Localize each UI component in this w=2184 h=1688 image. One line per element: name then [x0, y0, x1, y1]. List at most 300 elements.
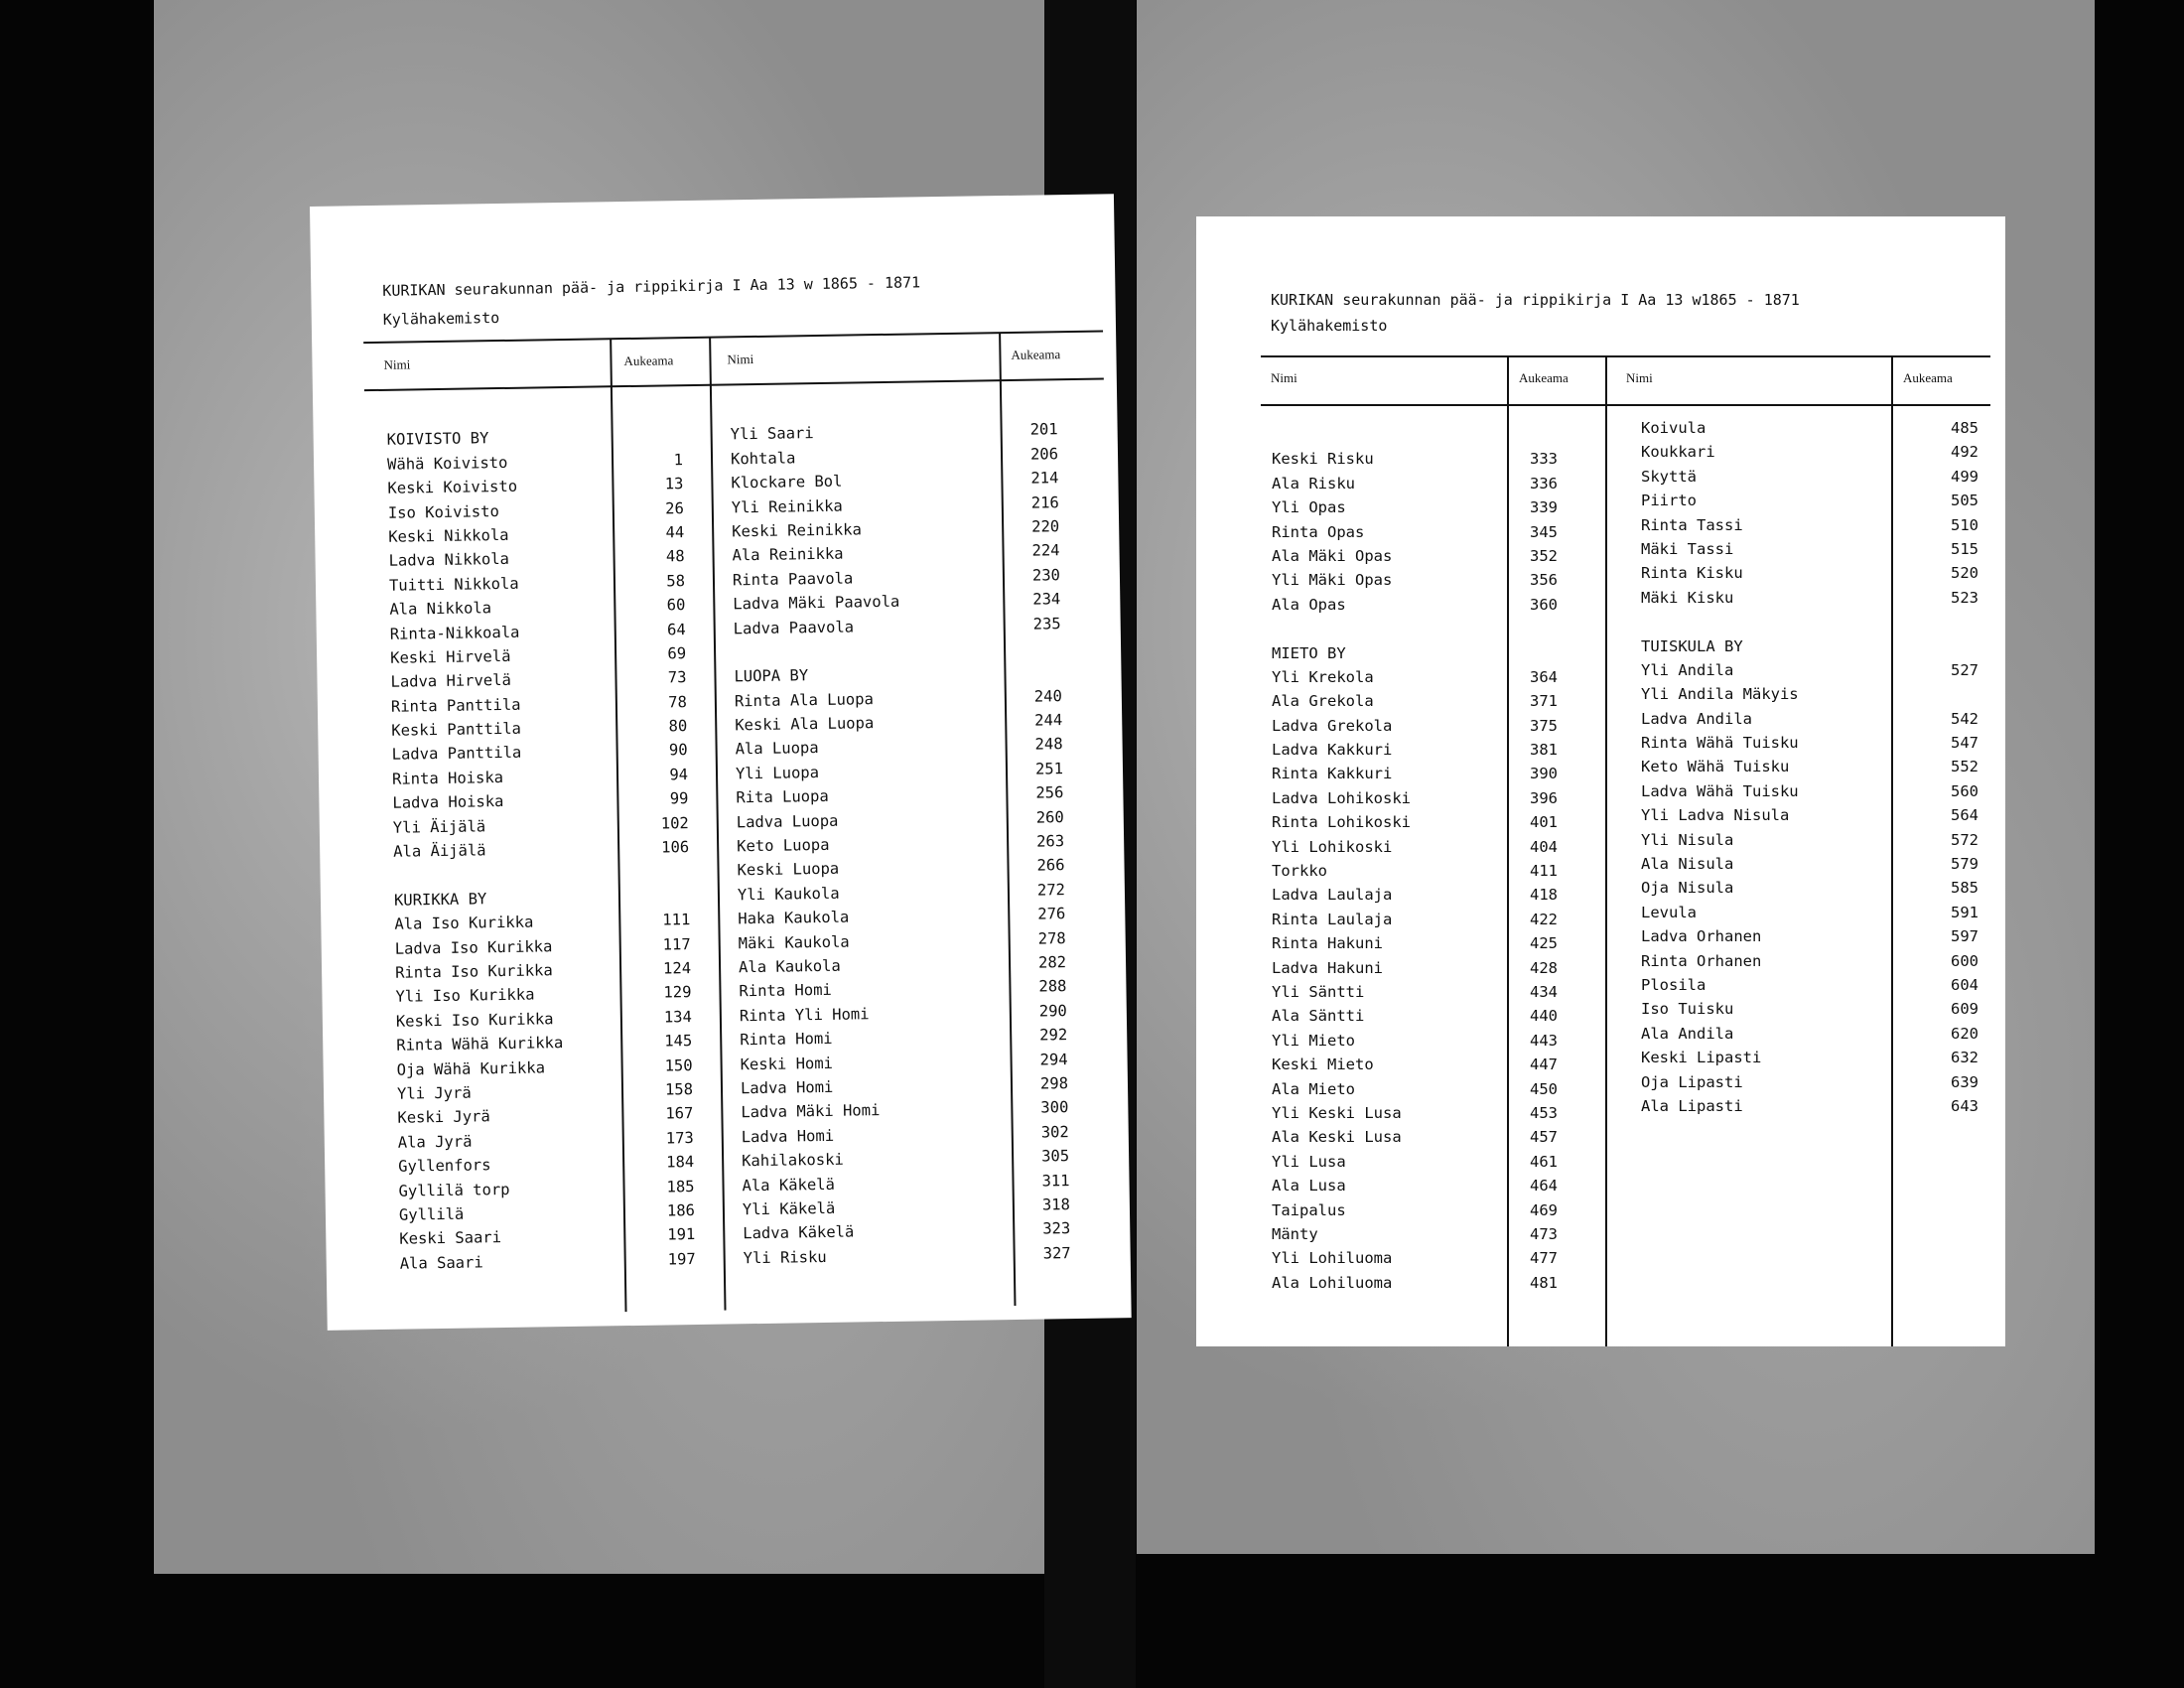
- index-entry: [1641, 949, 1983, 973]
- index-entry: [1641, 924, 1983, 948]
- entry-page-number: 609: [1951, 1000, 1979, 1019]
- entry-page-number: 418: [1530, 886, 1558, 905]
- entry-page-number: 69: [667, 644, 687, 663]
- index-entry: [1641, 513, 1983, 537]
- entry-name: Ala Säntti: [1272, 1007, 1365, 1026]
- index-entry: [1641, 1094, 1983, 1118]
- index-entry: [1272, 738, 1589, 762]
- entry-name: Yli Saari: [730, 424, 814, 444]
- entry-name: Ala Jyrä: [397, 1132, 473, 1152]
- entry-name: Ladva Panttila: [391, 744, 522, 765]
- index-entry: [1272, 810, 1589, 834]
- entry-page-number: 520: [1951, 564, 1979, 583]
- entry-page-number: 600: [1951, 951, 1979, 970]
- entry-page-number: 542: [1951, 709, 1979, 728]
- entry-page-number: 323: [1042, 1219, 1071, 1238]
- index-column-1: [1272, 423, 1589, 1295]
- entry-page-number: 333: [1530, 450, 1558, 469]
- entry-page-number: 356: [1530, 571, 1558, 590]
- entry-name: Taipalus: [1272, 1200, 1346, 1219]
- entry-name: Keski Mieto: [1272, 1055, 1374, 1074]
- header-rule-bottom: [364, 377, 1104, 391]
- entry-page-number: 375: [1530, 716, 1558, 735]
- index-entry: [1641, 586, 1983, 610]
- entry-page-number: 428: [1530, 958, 1558, 977]
- entry-page-number: 214: [1030, 469, 1059, 488]
- index-entry: [1272, 980, 1589, 1004]
- entry-name: Yli Andila Mäkyis: [1641, 685, 1799, 704]
- entry-name: Ladva Laulaja: [1272, 886, 1393, 905]
- entry-name: Ala Keski Lusa: [1272, 1128, 1402, 1147]
- index-entry: [1272, 931, 1589, 955]
- index-entry: [1641, 440, 1983, 464]
- entry-name: Mäki Kaukola: [738, 932, 850, 952]
- entry-page-number: 60: [666, 596, 686, 615]
- index-entry: [1641, 658, 1983, 682]
- entry-page-number: 371: [1530, 692, 1558, 711]
- entry-page-number: 401: [1530, 813, 1558, 832]
- entry-name: Keski Homi: [740, 1054, 834, 1073]
- entry-page-number: 345: [1530, 522, 1558, 541]
- entry-page-number: 1: [673, 450, 684, 470]
- entry-name: Gyllilä: [398, 1204, 465, 1224]
- entry-name: Rinta Homi: [740, 1029, 833, 1050]
- entry-name: KURIKKA BY: [393, 890, 487, 910]
- entry-page-number: 339: [1530, 498, 1558, 517]
- entry-name: Yli Iso Kurikka: [395, 985, 535, 1007]
- entry-page-number: 336: [1530, 474, 1558, 492]
- index-entry: [1641, 997, 1983, 1021]
- index-entry: [1641, 489, 1983, 512]
- entry-name: Yli Reinikka: [731, 496, 843, 516]
- index-entry: [1641, 901, 1983, 924]
- entry-name: Keto Luopa: [737, 835, 830, 856]
- entry-name: Rinta Kakkuri: [1272, 765, 1393, 783]
- entry-name: Ladva Luopa: [736, 811, 839, 831]
- entry-name: Ladva Orhanen: [1641, 927, 1762, 946]
- entry-page-number: 620: [1951, 1024, 1979, 1043]
- entry-page-number: 469: [1530, 1200, 1558, 1219]
- entry-page-number: 78: [668, 692, 688, 712]
- entry-name: Mänty: [1272, 1224, 1318, 1243]
- index-entry: [1641, 707, 1983, 731]
- entry-page-number: 206: [1029, 444, 1059, 464]
- entry-name: Keski Risku: [1272, 450, 1374, 469]
- entry-page-number: 440: [1530, 1007, 1558, 1026]
- entry-page-number: 167: [665, 1104, 694, 1123]
- entry-name: Plosila: [1641, 975, 1706, 994]
- entry-page-number: 224: [1031, 541, 1060, 560]
- index-entry: [1641, 1070, 1983, 1094]
- entry-name: Rinta Paavola: [732, 569, 854, 590]
- entry-name: LUOPA BY: [734, 666, 809, 686]
- entry-page-number: 240: [1033, 686, 1062, 706]
- index-entry: [1272, 665, 1589, 689]
- index-entry: [1272, 1198, 1589, 1222]
- entry-name: Yli Andila: [1641, 660, 1734, 679]
- column-header-name-2: Nimi: [1626, 370, 1653, 385]
- entry-name: Rinta Opas: [1272, 522, 1365, 541]
- entry-page-number: 272: [1036, 880, 1066, 900]
- entry-name: Keski Lipasti: [1641, 1049, 1762, 1067]
- index-entry: [1272, 908, 1589, 931]
- entry-name: Rinta-Nikkoala: [389, 623, 520, 643]
- entry-name: Rinta Ala Luopa: [734, 689, 874, 711]
- entry-page-number: 473: [1530, 1224, 1558, 1243]
- index-entry: [1272, 1150, 1589, 1174]
- index-entry: [1272, 1174, 1589, 1197]
- entry-page-number: 294: [1039, 1050, 1068, 1069]
- entry-page-number: 288: [1038, 977, 1067, 996]
- entry-name: Ladva Hoiska: [392, 792, 504, 813]
- entry-name: Yli Keski Lusa: [1272, 1103, 1402, 1122]
- column-header-name-2: Nimi: [727, 351, 754, 367]
- index-entry: [1272, 762, 1589, 785]
- entry-page-number: 64: [666, 620, 686, 638]
- index-entry: [400, 1246, 718, 1275]
- entry-page-number: 290: [1038, 1001, 1067, 1021]
- entry-page-number: 492: [1951, 443, 1979, 462]
- entry-page-number: 443: [1530, 1031, 1558, 1050]
- entry-name: Ladva Hirvelä: [390, 671, 511, 692]
- entry-page-number: 117: [662, 934, 691, 954]
- entry-page-number: 216: [1030, 492, 1059, 512]
- entry-name: Keski Jyrä: [397, 1107, 490, 1128]
- entry-page-number: 44: [665, 523, 685, 542]
- entry-page-number: 158: [664, 1079, 694, 1099]
- entry-page-number: 523: [1951, 588, 1979, 607]
- entry-page-number: 457: [1530, 1128, 1558, 1147]
- entry-page-number: 604: [1951, 975, 1979, 994]
- entry-name: Yli Opas: [1272, 498, 1346, 517]
- entry-name: Levula: [1641, 903, 1697, 921]
- entry-name: Ladva Wähä Tuisku: [1641, 781, 1799, 800]
- entry-page-number: 230: [1031, 565, 1061, 585]
- index-entry: [1641, 610, 1983, 633]
- entry-page-number: 282: [1037, 953, 1067, 972]
- index-entry: [1272, 593, 1589, 617]
- entry-page-number: 643: [1951, 1096, 1979, 1115]
- entry-name: Iso Koivisto: [387, 501, 499, 522]
- index-entry: [1272, 1271, 1589, 1295]
- entry-name: Ala Luopa: [735, 739, 819, 759]
- entry-page-number: 396: [1530, 788, 1558, 807]
- index-sheet-right: [1196, 216, 2005, 1346]
- entry-page-number: 94: [669, 765, 689, 784]
- entry-name: Rinta Laulaja: [1272, 910, 1393, 928]
- entry-name: Yli Lohikoski: [1272, 837, 1393, 856]
- entry-page-number: 552: [1951, 758, 1979, 776]
- entry-page-number: 422: [1530, 910, 1558, 928]
- sheet-subtitle: Kylähakemisto: [382, 309, 500, 329]
- entry-name: Torkko: [1272, 862, 1327, 881]
- entry-page-number: 48: [665, 547, 685, 566]
- entry-name: Yli Säntti: [1272, 982, 1365, 1001]
- entry-name: Keski Panttila: [391, 719, 522, 740]
- entry-name: Keski Iso Kurikka: [395, 1010, 554, 1031]
- index-entry: [1272, 472, 1589, 495]
- entry-name: Klockare Bol: [731, 472, 843, 492]
- index-entry: [743, 1241, 1080, 1271]
- entry-page-number: 184: [666, 1153, 695, 1172]
- entry-page-number: 390: [1530, 765, 1558, 783]
- sheet-title: KURIKAN seurakunnan pää- ja rippikirja I Aa 13 w1865 - 1871: [1271, 291, 1800, 309]
- index-entry: [1272, 1004, 1589, 1028]
- entry-page-number: 450: [1530, 1079, 1558, 1098]
- entry-page-number: 579: [1951, 855, 1979, 874]
- entry-page-number: 99: [669, 789, 689, 808]
- column-divider: [1605, 356, 1607, 1346]
- entry-name: MIETO BY: [1272, 643, 1346, 662]
- entry-page-number: 585: [1951, 879, 1979, 898]
- entry-page-number: 298: [1039, 1074, 1069, 1093]
- entry-name: KOIVISTO BY: [386, 429, 489, 450]
- entry-page-number: 364: [1530, 667, 1558, 686]
- entry-page-number: 13: [664, 475, 684, 493]
- entry-name: Ala Mieto: [1272, 1079, 1355, 1098]
- entry-name: Haka Kaukola: [738, 908, 850, 928]
- entry-page-number: 248: [1034, 735, 1063, 755]
- entry-name: Iso Tuisku: [1641, 1000, 1734, 1019]
- entry-name: Ladva Homi: [740, 1077, 834, 1098]
- index-entry: [1641, 828, 1983, 852]
- entry-page-number: 560: [1951, 781, 1979, 800]
- entry-name: Keto Wähä Tuisku: [1641, 758, 1790, 776]
- entry-page-number: 292: [1039, 1026, 1068, 1045]
- entry-name: Rinta Wähä Kurikka: [396, 1034, 564, 1055]
- entry-name: TUISKULA BY: [1641, 636, 1743, 655]
- entry-name: Ladva Käkelä: [743, 1222, 855, 1243]
- index-entry: [1641, 561, 1983, 585]
- entry-name: Ladva Grekola: [1272, 716, 1393, 735]
- entry-page-number: 186: [666, 1200, 696, 1220]
- entry-page-number: 453: [1530, 1103, 1558, 1122]
- sheet-subtitle: Kylähakemisto: [1271, 317, 1388, 335]
- index-entry: [1272, 1125, 1589, 1149]
- entry-name: Ala Reinikka: [732, 544, 844, 565]
- entry-name: Yli Jyrä: [396, 1083, 472, 1103]
- entry-page-number: 244: [1034, 711, 1063, 730]
- index-entry: [1641, 779, 1983, 803]
- entry-page-number: 572: [1951, 830, 1979, 849]
- entry-page-number: 411: [1530, 862, 1558, 881]
- entry-page-number: 124: [662, 959, 692, 978]
- entry-name: Ladva Iso Kurikka: [394, 936, 553, 958]
- entry-page-number: 505: [1951, 492, 1979, 510]
- entry-name: Rinta Homi: [739, 981, 832, 1001]
- entry-page-number: 527: [1951, 660, 1979, 679]
- index-column-2: [1641, 416, 1983, 1118]
- entry-name: Yli Mieto: [1272, 1031, 1355, 1050]
- index-entry: [1272, 1029, 1589, 1053]
- index-entry: [1272, 520, 1589, 544]
- entry-page-number: 464: [1530, 1177, 1558, 1196]
- index-entry: [1272, 617, 1589, 640]
- entry-name: Rinta Orhanen: [1641, 951, 1762, 970]
- entry-name: Kahilakoski: [742, 1150, 844, 1171]
- entry-name: Mäki Kisku: [1641, 588, 1734, 607]
- entry-page-number: 360: [1530, 595, 1558, 614]
- entry-page-number: 434: [1530, 982, 1558, 1001]
- column-header-name-1: Nimi: [1271, 370, 1297, 385]
- entry-page-number: 481: [1530, 1273, 1558, 1292]
- entry-page-number: 58: [666, 571, 686, 591]
- entry-page-number: 318: [1041, 1195, 1071, 1214]
- entry-name: Ala Lohiluoma: [1272, 1273, 1393, 1292]
- index-entry: [1272, 1077, 1589, 1101]
- entry-page-number: 639: [1951, 1072, 1979, 1091]
- entry-name: Yli Kaukola: [737, 884, 840, 905]
- entry-name: Rinta Hoiska: [391, 768, 504, 788]
- index-entry: [1641, 682, 1983, 706]
- entry-name: Yli Äijälä: [392, 816, 486, 837]
- entry-name: Ala Nikkola: [389, 599, 492, 619]
- entry-page-number: 234: [1032, 590, 1061, 609]
- village-heading: [1272, 641, 1589, 665]
- entry-page-number: 150: [664, 1055, 693, 1075]
- entry-name: Kohtala: [730, 449, 796, 469]
- entry-name: Ladva Nikkola: [388, 550, 510, 571]
- entry-name: Ala Käkelä: [742, 1175, 835, 1195]
- index-entry: [1272, 689, 1589, 713]
- entry-name: Keski Reinikka: [732, 520, 862, 541]
- column-header-name-1: Nimi: [383, 356, 411, 372]
- entry-name: Yli Lusa: [1272, 1152, 1346, 1171]
- entry-name: Rita Luopa: [736, 787, 829, 807]
- entry-page-number: 499: [1951, 467, 1979, 486]
- entry-page-number: 251: [1034, 760, 1064, 778]
- index-entry: [1641, 465, 1983, 489]
- entry-name: Rinta Panttila: [390, 695, 521, 716]
- entry-page-number: 311: [1041, 1171, 1070, 1191]
- entry-name: Ala Lipasti: [1641, 1096, 1743, 1115]
- entry-page-number: 447: [1530, 1055, 1558, 1074]
- entry-name: Yli Krekola: [1272, 667, 1374, 686]
- index-entry: [1641, 876, 1983, 900]
- index-entry: [1272, 883, 1589, 907]
- entry-name: Tuitti Nikkola: [388, 574, 519, 595]
- entry-page-number: 352: [1530, 546, 1558, 565]
- entry-page-number: 477: [1530, 1249, 1558, 1268]
- entry-name: Ala Iso Kurikka: [394, 913, 534, 933]
- index-entry: [1272, 447, 1589, 471]
- entry-page-number: 564: [1951, 806, 1979, 825]
- entry-page-number: 106: [661, 838, 690, 857]
- index-entry: [1272, 1222, 1589, 1246]
- header-rule-bottom: [1261, 404, 1990, 406]
- entry-name: Keski Saari: [399, 1228, 502, 1248]
- entry-page-number: 278: [1037, 928, 1066, 948]
- entry-page-number: 220: [1031, 517, 1060, 536]
- column-header-page-1: Aukeama: [1519, 370, 1569, 385]
- entry-page-number: 263: [1035, 832, 1065, 851]
- entry-name: Oja Lipasti: [1641, 1072, 1743, 1091]
- entry-page-number: 425: [1530, 934, 1558, 953]
- index-entry: [1272, 568, 1589, 592]
- index-entry: [1641, 537, 1983, 561]
- index-entry: [1272, 786, 1589, 810]
- entry-page-number: 276: [1037, 905, 1066, 923]
- entry-page-number: 197: [667, 1249, 696, 1269]
- entry-name: Ala Andila: [1641, 1024, 1734, 1043]
- entry-name: Keski Nikkola: [388, 525, 509, 546]
- entry-name: Keski Ala Luopa: [735, 714, 875, 735]
- entry-page-number: 235: [1032, 614, 1061, 633]
- entry-name: Ladva Paavola: [733, 617, 855, 637]
- index-sheet-left: [310, 194, 1132, 1331]
- entry-name: Yli Luopa: [735, 763, 820, 783]
- entry-page-number: 591: [1951, 903, 1979, 921]
- index-entry: [1272, 544, 1589, 568]
- entry-name: Rinta Tassi: [1641, 515, 1743, 534]
- index-column-2: [730, 393, 1081, 1270]
- index-entry: [1641, 852, 1983, 876]
- entry-page-number: 256: [1035, 783, 1064, 802]
- entry-name: Rinta Iso Kurikka: [394, 961, 553, 982]
- index-entry: [1272, 423, 1589, 447]
- entry-page-number: 134: [663, 1007, 693, 1027]
- entry-name: Koukkari: [1641, 443, 1715, 462]
- entry-name: Skyttä: [1641, 467, 1697, 486]
- entry-name: Rinta Hakuni: [1272, 934, 1383, 953]
- entry-page-number: 485: [1951, 419, 1979, 437]
- entry-name: Rinta Lohikoski: [1272, 813, 1411, 832]
- index-entry: [1272, 1246, 1589, 1270]
- entry-page-number: 305: [1040, 1147, 1070, 1166]
- entry-name: Rinta Wähä Tuisku: [1641, 734, 1799, 753]
- entry-page-number: 266: [1036, 856, 1065, 875]
- entry-name: Gyllenfors: [398, 1156, 491, 1176]
- entry-name: Yli Nisula: [1641, 830, 1734, 849]
- entry-name: Ala Opas: [1272, 595, 1346, 614]
- entry-page-number: 547: [1951, 734, 1979, 753]
- entry-name: Yli Lohiluoma: [1272, 1249, 1393, 1268]
- entry-name: Ala Äijälä: [393, 841, 486, 861]
- entry-page-number: 80: [668, 717, 688, 736]
- index-entry: [1272, 1053, 1589, 1076]
- entry-page-number: 632: [1951, 1049, 1979, 1067]
- entry-name: Rinta Kisku: [1641, 564, 1743, 583]
- entry-name: Yli Mäki Opas: [1272, 571, 1393, 590]
- entry-name: Ala Mäki Opas: [1272, 546, 1393, 565]
- index-entry: [1641, 1046, 1983, 1069]
- column-header-page-2: Aukeama: [1011, 347, 1061, 362]
- entry-name: Ladva Mäki Paavola: [733, 592, 900, 614]
- entry-name: Oja Wähä Kurikka: [396, 1057, 546, 1079]
- entry-page-number: 173: [665, 1128, 694, 1148]
- entry-page-number: 515: [1951, 539, 1979, 558]
- entry-page-number: 26: [665, 498, 684, 517]
- entry-page-number: 461: [1530, 1152, 1558, 1171]
- entry-name: Yli Ladva Nisula: [1641, 806, 1790, 825]
- entry-name: Yli Risku: [743, 1247, 827, 1267]
- entry-page-number: 111: [662, 911, 691, 929]
- entry-name: Ala Nisula: [1641, 855, 1734, 874]
- entry-name: Gyllilä torp: [398, 1180, 510, 1200]
- entry-page-number: 597: [1951, 927, 1979, 946]
- index-entry: [1272, 495, 1589, 519]
- index-entry: [1272, 1101, 1589, 1125]
- index-entry: [1641, 755, 1983, 778]
- entry-page-number: 185: [666, 1177, 695, 1196]
- entry-page-number: 102: [660, 813, 689, 833]
- header-rule-top: [1261, 355, 1990, 357]
- sheet-title: KURIKAN seurakunnan pää- ja rippikirja I Aa 13 w 1865 - 1871: [382, 273, 921, 300]
- entry-page-number: 191: [667, 1225, 696, 1244]
- index-entry: [1272, 859, 1589, 883]
- index-entry: [1272, 714, 1589, 738]
- entry-page-number: 327: [1042, 1243, 1071, 1263]
